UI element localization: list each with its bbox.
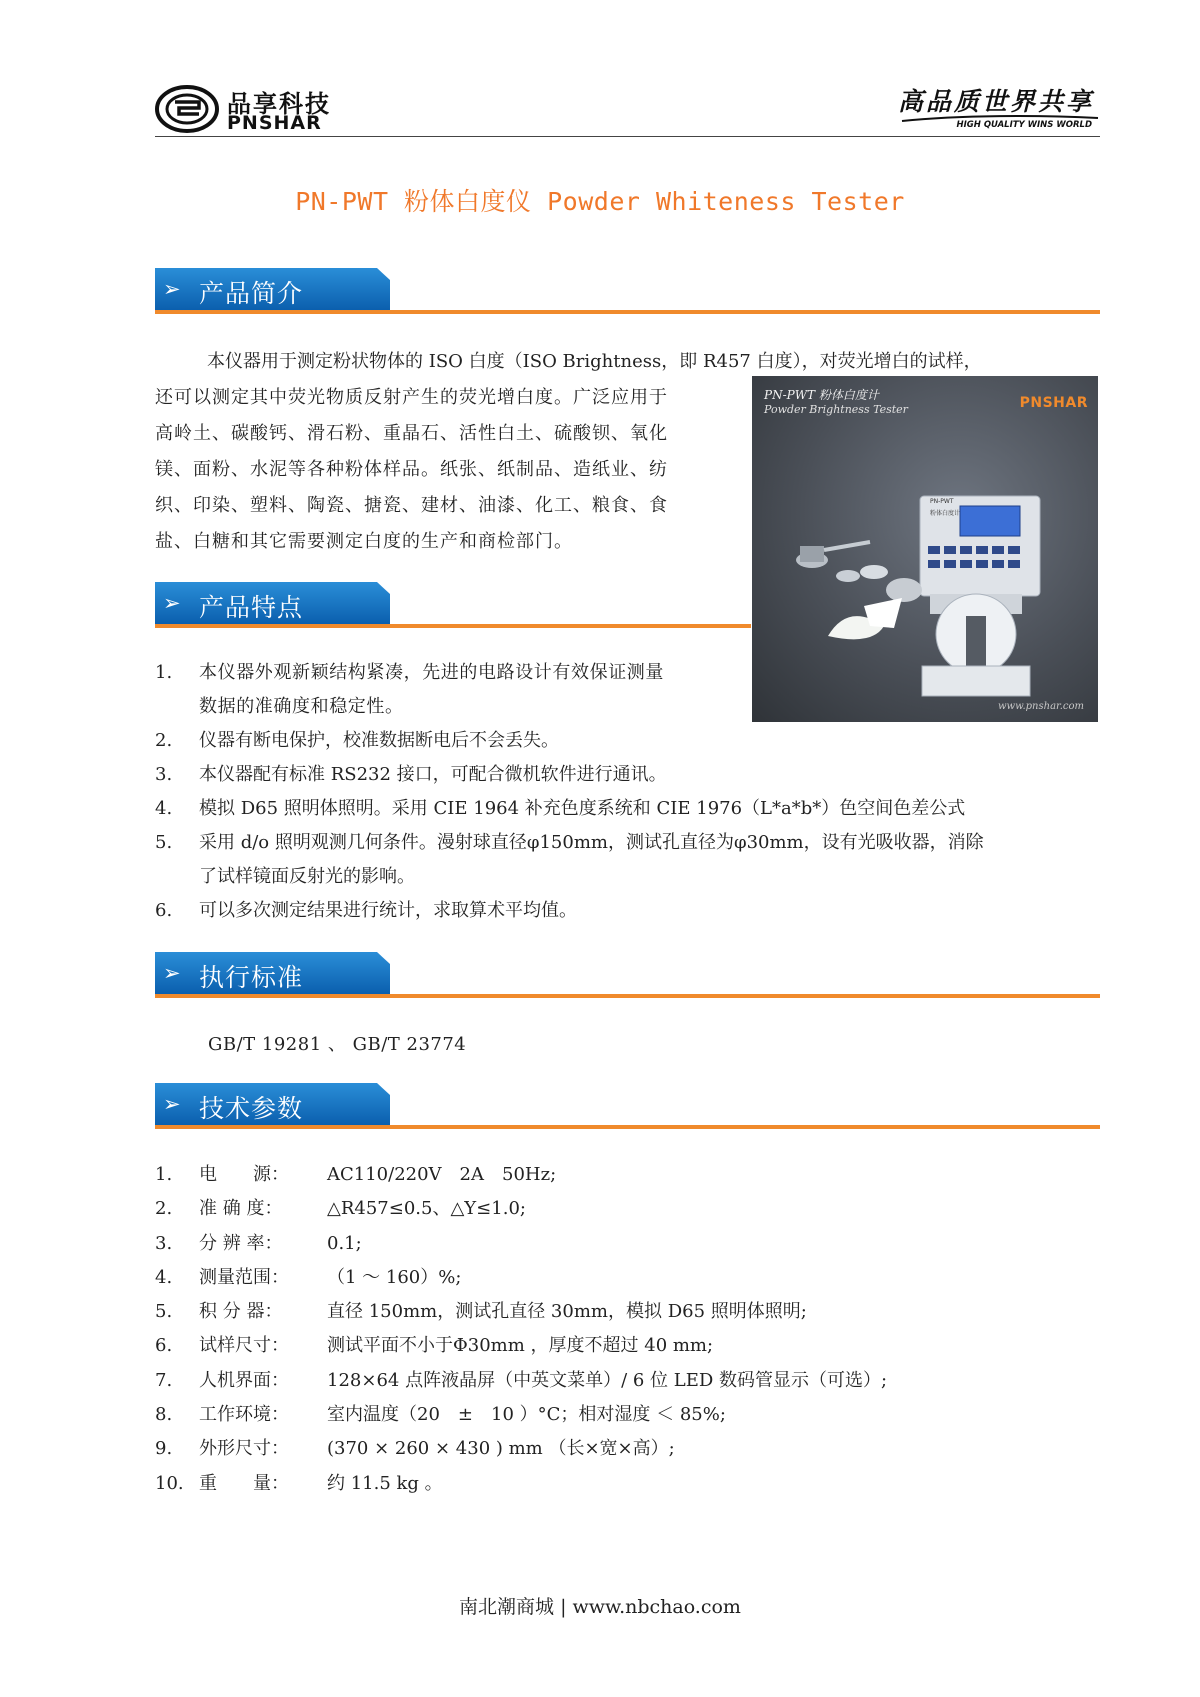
section-header-standards	[155, 952, 1100, 998]
spec-number: 2.	[155, 1198, 173, 1220]
arrow-right-icon: ➢	[163, 591, 181, 615]
section-title-standards: 执行标准	[199, 963, 304, 992]
list-item	[155, 792, 984, 826]
list-number: 6.	[155, 900, 173, 921]
photo-caption-en: Powder Brightness Tester	[764, 403, 908, 416]
list-number: 2.	[155, 730, 173, 751]
section-header-specs	[155, 1083, 1100, 1129]
list-line: 本仪器外观新颖结构紧凑，先进的电路设计有效保证测量	[199, 662, 664, 683]
spec-number: 4.	[155, 1266, 173, 1288]
section-title-specs: 技术参数	[199, 1094, 304, 1123]
page-footer: 南北潮商城 | www.nbchao.com	[459, 1596, 741, 1618]
list-line: 模拟 D65 照明体照明。采用 CIE 1964 补充色度系统和 CIE 1976（L*a*b*）色空间色差公式	[199, 798, 966, 819]
slogan	[880, 80, 1100, 136]
spec-value: (370 × 260 × 430 ) mm （长×宽×高）;	[327, 1438, 675, 1460]
section-title-features: 产品特点	[199, 593, 304, 622]
spec-value: 128×64 点阵液晶屏（中英文菜单）/ 6 位 LED 数码管显示（可选）;	[327, 1369, 888, 1391]
spec-number: 3.	[155, 1232, 173, 1254]
page-title: PN-PWT 粉体白度仪 Powder Whiteness Tester	[295, 187, 905, 216]
spec-number: 1.	[155, 1164, 173, 1185]
spec-label: 人机界面：	[199, 1369, 289, 1391]
list-item	[155, 656, 984, 724]
spec-label: 测量范围：	[199, 1266, 289, 1288]
spec-value: 室内温度（20 ± 10 ）°C；相对湿度 ＜ 85%;	[327, 1404, 726, 1426]
device-model-label: PN-PWT	[930, 498, 954, 505]
spec-label: 准 确 度：	[199, 1198, 283, 1220]
section-header-features	[155, 582, 1100, 628]
section-header-intro	[155, 268, 1100, 314]
section-rule	[155, 994, 1100, 998]
brand-logo	[155, 80, 385, 136]
section-title-intro: 产品简介	[199, 279, 304, 308]
section-rule	[155, 1125, 1100, 1129]
slogan-cn: 高品质世界共享	[897, 87, 1094, 116]
intro-line: 高岭土、碳酸钙、滑石粉、重晶石、活性白土、硫酸钡、氧化	[155, 423, 668, 444]
arrow-right-icon: ➢	[163, 277, 181, 301]
spec-value: 0.1;	[327, 1232, 362, 1254]
section-rule	[155, 624, 751, 628]
spec-label: 工作环境：	[199, 1404, 289, 1426]
list-item	[155, 724, 984, 758]
spec-number: 6.	[155, 1335, 173, 1357]
spec-label: 电 源：	[199, 1164, 289, 1185]
list-item	[155, 758, 984, 792]
spec-number: 7.	[155, 1369, 173, 1391]
device-name-label: 粉体白度计	[930, 510, 961, 517]
list-line: 仪器有断电保护，校准数据断电后不会丢失。	[199, 730, 559, 751]
spec-label: 外形尺寸：	[199, 1438, 289, 1460]
standards-text: GB/T 19281 、 GB/T 23774	[208, 1034, 467, 1055]
list-number: 3.	[155, 764, 173, 785]
slogan-en: HIGH QUALITY WINS WORLD	[956, 120, 1092, 130]
list-item	[155, 826, 984, 894]
spec-value: 直径 150mm，测试孔直径 30mm，模拟 D65 照明体照明;	[327, 1301, 807, 1323]
spec-number: 5.	[155, 1301, 173, 1323]
list-line: 了试样镜面反射光的影响。	[199, 866, 415, 887]
spec-value: 测试平面不小于Φ30mm ，厚度不超过 40 mm;	[327, 1335, 714, 1357]
spec-label: 积 分 器：	[199, 1301, 283, 1323]
list-number: 5.	[155, 832, 173, 853]
feature-list	[155, 656, 984, 928]
spec-value: （1 ～ 160）%;	[327, 1266, 462, 1288]
header-divider	[155, 136, 1100, 137]
list-line: 可以多次测定结果进行统计，求取算术平均值。	[199, 900, 577, 921]
list-number: 4.	[155, 798, 173, 819]
intro-line: 盐、白糖和其它需要测定白度的生产和商检部门。	[155, 531, 573, 552]
photo-url: www.pnshar.com	[997, 701, 1084, 712]
list-item	[155, 894, 984, 928]
section-rule	[155, 310, 1100, 314]
page-header	[155, 80, 1100, 138]
photo-brand: PNSHAR	[1019, 395, 1088, 411]
spec-number: 9.	[155, 1438, 173, 1460]
list-line: 本仪器配有标准 RS232 接口，可配合微机软件进行通讯。	[199, 764, 667, 785]
logo-name-cn: 品享科技	[227, 90, 331, 118]
list-line: 采用 d/o 照明观测几何条件。漫射球直径φ150mm，测试孔直径为φ30mm，设有光吸收器，消除	[199, 832, 984, 853]
spec-value: AC110/220V 2A 50Hz;	[327, 1164, 557, 1185]
spec-value: 约 11.5 kg 。	[327, 1472, 443, 1494]
logo-name-en: PNSHAR	[227, 112, 322, 134]
spec-number: 10.	[155, 1472, 184, 1494]
photo-caption-cn: PN-PWT 粉体白度计	[764, 388, 879, 402]
list-number: 1.	[155, 662, 173, 683]
arrow-right-icon: ➢	[163, 1092, 181, 1116]
logo-mark-icon	[155, 84, 219, 134]
spec-value: △R457≤0.5、△Y≤1.0;	[327, 1198, 526, 1220]
spec-label: 试样尺寸：	[199, 1335, 289, 1357]
intro-line: 织、印染、塑料、陶瓷、搪瓷、建材、油漆、化工、粮食、食	[155, 495, 668, 516]
arrow-right-icon: ➢	[163, 961, 181, 985]
list-line: 数据的准确度和稳定性。	[199, 696, 404, 717]
spec-label: 重 量：	[199, 1472, 289, 1494]
intro-line: 本仪器用于测定粉状物体的 ISO 白度（ISO Brightness，即 R457 白度），对荧光增白的试样，	[207, 351, 982, 372]
spec-label: 分 辨 率：	[199, 1232, 283, 1254]
intro-line: 还可以测定其中荧光物质反射产生的荧光增白度。广泛应用于	[155, 387, 668, 408]
spec-number: 8.	[155, 1404, 173, 1426]
intro-line: 镁、面粉、水泥等各种粉体样品。纸张、纸制品、造纸业、纺	[155, 459, 668, 480]
